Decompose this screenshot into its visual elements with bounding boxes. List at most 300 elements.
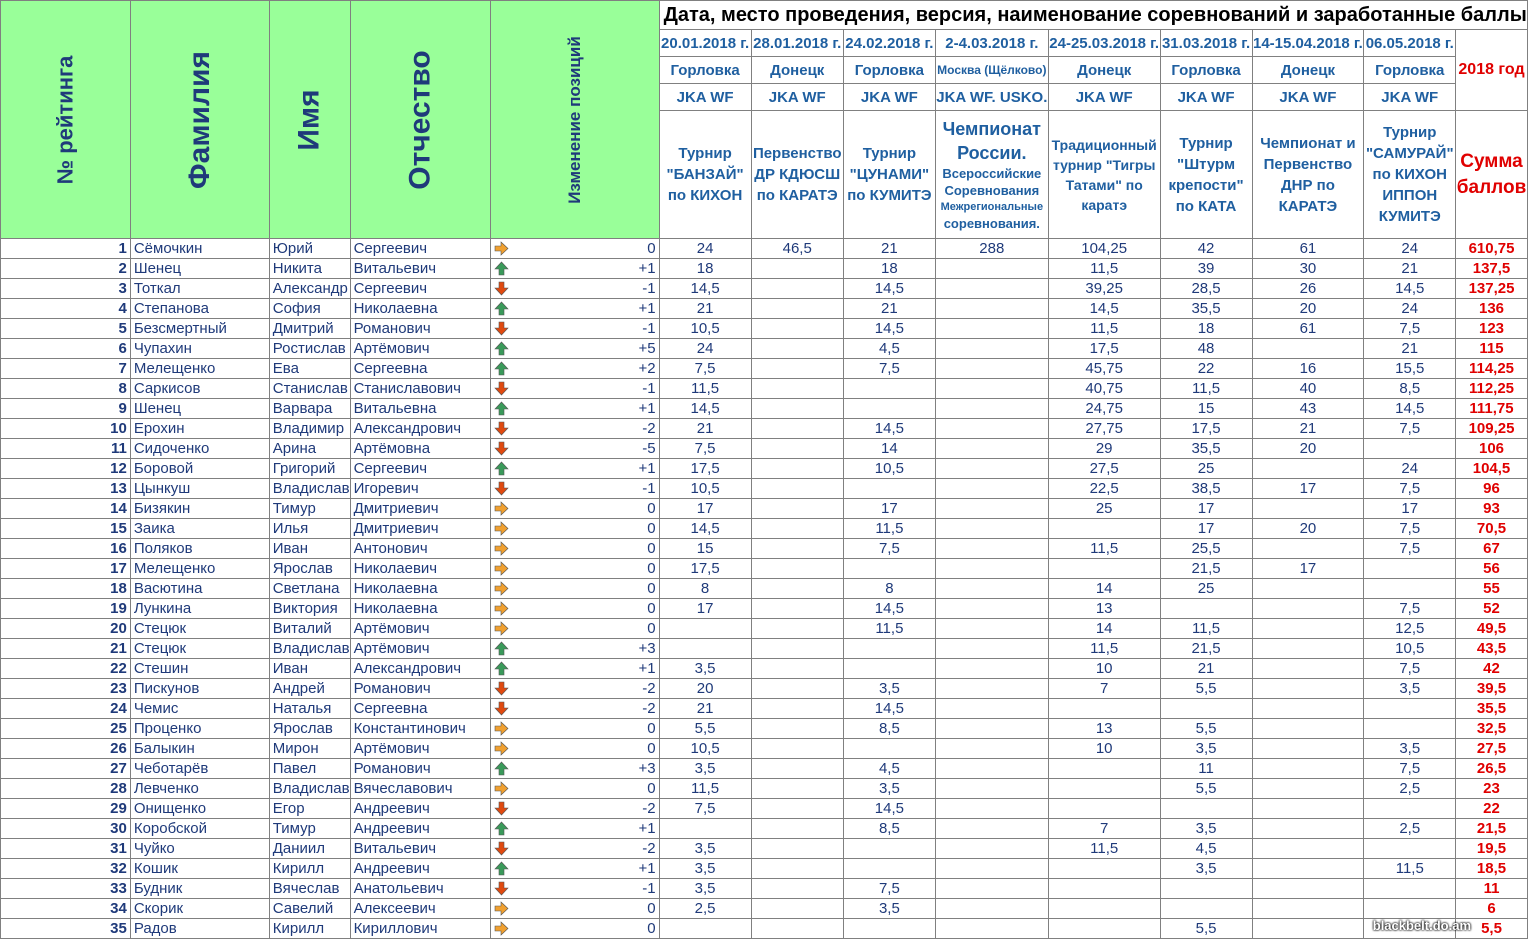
score-cell: 3,5	[843, 899, 935, 919]
score-cell: 40,75	[1048, 379, 1160, 399]
score-cell: 288	[935, 239, 1048, 259]
change-value: -2	[642, 680, 656, 697]
arrow-down-icon	[494, 701, 509, 716]
surname-cell: Онищенко	[130, 799, 269, 819]
score-cell	[751, 379, 843, 399]
arrow-right-icon	[494, 721, 509, 736]
score-cell	[1364, 799, 1456, 819]
event-name: Турнир "ЦУНАМИ" по КУМИТЭ	[843, 111, 935, 239]
change-cell	[491, 439, 660, 459]
event-place: Донецк	[1252, 57, 1364, 84]
event-name: Турнир "САМУРАЙ" по КИХОН ИППОН КУМИТЭ	[1364, 111, 1456, 239]
score-cell: 5,5	[1160, 919, 1252, 939]
rank-cell: 8	[1, 379, 131, 399]
patronymic-cell: Витальевич	[350, 839, 490, 859]
score-cell: 11,5	[843, 619, 935, 639]
score-cell	[935, 779, 1048, 799]
name-cell: Ярослав	[269, 559, 350, 579]
score-cell	[843, 559, 935, 579]
score-cell: 7,5	[843, 879, 935, 899]
score-cell: 25	[1160, 459, 1252, 479]
change-cell	[491, 579, 660, 599]
score-cell	[935, 479, 1048, 499]
surname-cell: Мелещенко	[130, 559, 269, 579]
score-cell: 14,5	[843, 279, 935, 299]
score-cell: 45,75	[1048, 359, 1160, 379]
rank-cell: 28	[1, 779, 131, 799]
score-cell	[843, 859, 935, 879]
sum-cell: 56	[1456, 559, 1528, 579]
score-cell: 10,5	[659, 479, 751, 499]
change-cell	[491, 279, 660, 299]
arrow-up-icon	[494, 401, 509, 416]
table-row	[1, 419, 1528, 439]
patronymic-cell: Андреевич	[350, 799, 490, 819]
name-cell: Иван	[269, 539, 350, 559]
score-cell: 4,5	[1160, 839, 1252, 859]
score-cell	[843, 379, 935, 399]
arrow-right-icon	[494, 741, 509, 756]
score-cell: 13	[1048, 719, 1160, 739]
score-cell	[935, 699, 1048, 719]
patronymic-cell: Александрович	[350, 659, 490, 679]
score-cell: 29	[1048, 439, 1160, 459]
score-cell	[935, 759, 1048, 779]
event-date: 28.01.2018 г.	[751, 30, 843, 57]
patronymic-cell: Вячеславович	[350, 779, 490, 799]
score-cell: 17	[659, 499, 751, 519]
arrow-right-icon	[494, 541, 509, 556]
name-cell: Кирилл	[269, 919, 350, 939]
score-cell: 7	[1048, 819, 1160, 839]
score-cell: 40	[1252, 379, 1364, 399]
score-cell: 17,5	[1048, 339, 1160, 359]
sum-cell: 106	[1456, 439, 1528, 459]
score-cell: 7,5	[843, 539, 935, 559]
score-cell	[935, 519, 1048, 539]
rank-cell: 19	[1, 599, 131, 619]
rank-cell: 16	[1, 539, 131, 559]
name-cell: Арина	[269, 439, 350, 459]
rank-cell: 11	[1, 439, 131, 459]
change-value: 0	[647, 900, 656, 917]
sum-cell: 32,5	[1456, 719, 1528, 739]
score-cell	[1048, 559, 1160, 579]
surname-cell: Левченко	[130, 779, 269, 799]
score-cell: 14	[843, 439, 935, 459]
arrow-down-icon	[494, 281, 509, 296]
rank-cell: 26	[1, 739, 131, 759]
change-value: -2	[642, 840, 656, 857]
score-cell: 24	[659, 239, 751, 259]
event-name: Турнир "БАНЗАЙ" по КИХОН	[659, 111, 751, 239]
surname-cell: Боровой	[130, 459, 269, 479]
score-cell: 18	[1160, 319, 1252, 339]
score-cell: 2,5	[659, 899, 751, 919]
score-cell	[1252, 459, 1364, 479]
table-row	[1, 519, 1528, 539]
change-value: +3	[638, 640, 656, 657]
table-row	[1, 579, 1528, 599]
table-row	[1, 559, 1528, 579]
patronymic-cell: Дмитриевич	[350, 519, 490, 539]
event-version: JKA WF	[1048, 84, 1160, 111]
rank-cell: 35	[1, 919, 131, 939]
rank-cell: 7	[1, 359, 131, 379]
score-cell: 27,75	[1048, 419, 1160, 439]
score-cell	[751, 459, 843, 479]
score-cell: 16	[1252, 359, 1364, 379]
change-value: -1	[642, 880, 656, 897]
change-value: 0	[647, 620, 656, 637]
score-cell: 3,5	[843, 779, 935, 799]
score-cell: 10	[1048, 739, 1160, 759]
score-cell: 43	[1252, 399, 1364, 419]
score-cell: 2,5	[1364, 779, 1456, 799]
patronymic-cell: Андреевич	[350, 819, 490, 839]
sum-cell: 137,5	[1456, 259, 1528, 279]
patronymic-cell: Станиславович	[350, 379, 490, 399]
rank-cell: 4	[1, 299, 131, 319]
change-cell	[491, 539, 660, 559]
score-cell: 21	[659, 299, 751, 319]
table-row	[1, 319, 1528, 339]
table-row	[1, 399, 1528, 419]
name-cell: Даниил	[269, 839, 350, 859]
table-row	[1, 599, 1528, 619]
event-version: JKA WF	[1160, 84, 1252, 111]
score-cell: 3,5	[659, 879, 751, 899]
patronymic-cell: Николаевна	[350, 599, 490, 619]
change-cell	[491, 819, 660, 839]
change-cell	[491, 519, 660, 539]
event-name-sub3: соревнования.	[943, 216, 1040, 231]
score-cell: 7,5	[659, 439, 751, 459]
score-cell	[1252, 819, 1364, 839]
score-cell: 4,5	[843, 759, 935, 779]
header-rank: № рейтинга	[1, 1, 131, 239]
arrow-right-icon	[494, 621, 509, 636]
rank-cell: 30	[1, 819, 131, 839]
event-date: 31.03.2018 г.	[1160, 30, 1252, 57]
arrow-right-icon	[494, 921, 509, 936]
table-row	[1, 539, 1528, 559]
change-value: 0	[647, 560, 656, 577]
score-cell: 14,5	[659, 519, 751, 539]
score-cell	[751, 579, 843, 599]
rank-cell: 15	[1, 519, 131, 539]
event-name-main: Чемпионат России.	[942, 119, 1041, 163]
score-cell	[751, 279, 843, 299]
score-cell: 17,5	[1160, 419, 1252, 439]
score-cell: 25,5	[1160, 539, 1252, 559]
score-cell	[751, 419, 843, 439]
score-cell: 7,5	[1364, 519, 1456, 539]
score-cell: 8	[659, 579, 751, 599]
score-cell: 39,25	[1048, 279, 1160, 299]
change-cell	[491, 339, 660, 359]
name-cell: Наталья	[269, 699, 350, 719]
name-cell: Павел	[269, 759, 350, 779]
event-date: 06.05.2018 г.	[1364, 30, 1456, 57]
score-cell	[751, 859, 843, 879]
score-cell	[751, 499, 843, 519]
change-value: 0	[647, 780, 656, 797]
score-cell: 3,5	[1160, 819, 1252, 839]
surname-cell: Скорик	[130, 899, 269, 919]
event-version: JKA WF	[659, 84, 751, 111]
table-row	[1, 779, 1528, 799]
score-cell: 14,5	[843, 419, 935, 439]
score-cell	[1252, 759, 1364, 779]
score-cell	[1160, 599, 1252, 619]
score-cell	[1252, 779, 1364, 799]
score-cell	[1048, 519, 1160, 539]
score-cell: 21	[843, 299, 935, 319]
table-row	[1, 639, 1528, 659]
score-cell: 17	[1160, 499, 1252, 519]
sum-cell: 49,5	[1456, 619, 1528, 639]
name-cell: Владислав	[269, 779, 350, 799]
score-cell: 10,5	[1364, 639, 1456, 659]
score-cell: 21	[1252, 419, 1364, 439]
rank-cell: 20	[1, 619, 131, 639]
score-cell	[1364, 699, 1456, 719]
name-cell: Ева	[269, 359, 350, 379]
sum-cell: 19,5	[1456, 839, 1528, 859]
score-cell	[1252, 799, 1364, 819]
score-cell: 38,5	[1160, 479, 1252, 499]
score-cell	[935, 459, 1048, 479]
sum-cell: 610,75	[1456, 239, 1528, 259]
score-cell	[1364, 579, 1456, 599]
arrow-right-icon	[494, 521, 509, 536]
rank-cell: 9	[1, 399, 131, 419]
change-cell	[491, 239, 660, 259]
name-cell: Александр	[269, 279, 350, 299]
patronymic-cell: Романович	[350, 319, 490, 339]
score-cell	[659, 639, 751, 659]
surname-cell: Шенец	[130, 399, 269, 419]
score-cell	[751, 639, 843, 659]
score-cell: 3,5	[659, 759, 751, 779]
arrow-right-icon	[494, 561, 509, 576]
score-cell: 17,5	[659, 559, 751, 579]
score-cell	[1252, 699, 1364, 719]
arrow-right-icon	[494, 601, 509, 616]
event-name-sub: Всероссийские Соревнования	[942, 166, 1042, 198]
score-cell	[659, 619, 751, 639]
event-date: 2-4.03.2018 г.	[935, 30, 1048, 57]
watermark: blackbelt.do.am	[1372, 918, 1471, 933]
patronymic-cell: Артёмович	[350, 639, 490, 659]
score-cell	[1364, 439, 1456, 459]
score-cell: 14,5	[659, 399, 751, 419]
sum-cell: 93	[1456, 499, 1528, 519]
event-name-sub2: Межрегиональные	[940, 201, 1044, 213]
sum-cell: 22	[1456, 799, 1528, 819]
surname-cell: Стецюк	[130, 619, 269, 639]
change-value: +2	[638, 360, 656, 377]
score-cell: 21,5	[1160, 639, 1252, 659]
event-place: Горловка	[843, 57, 935, 84]
score-cell	[1048, 699, 1160, 719]
sum-cell: 39,5	[1456, 679, 1528, 699]
surname-cell: Чемис	[130, 699, 269, 719]
change-value: -2	[642, 420, 656, 437]
score-cell	[935, 359, 1048, 379]
score-cell: 7,5	[659, 799, 751, 819]
arrow-down-icon	[494, 881, 509, 896]
score-cell	[1364, 719, 1456, 739]
change-cell	[491, 559, 660, 579]
change-cell	[491, 799, 660, 819]
score-cell: 3,5	[1364, 739, 1456, 759]
score-cell: 14,5	[843, 599, 935, 619]
score-cell: 20	[1252, 439, 1364, 459]
surname-cell: Поляков	[130, 539, 269, 559]
sum-cell: 11	[1456, 879, 1528, 899]
score-cell: 26	[1252, 279, 1364, 299]
name-cell: Илья	[269, 519, 350, 539]
sum-cell: 137,25	[1456, 279, 1528, 299]
change-value: +1	[638, 660, 656, 677]
score-cell	[751, 839, 843, 859]
score-cell: 10,5	[659, 319, 751, 339]
arrow-down-icon	[494, 441, 509, 456]
score-cell: 21	[659, 699, 751, 719]
score-cell	[1252, 879, 1364, 899]
change-value: -1	[642, 280, 656, 297]
sum-cell: 5,5	[1456, 919, 1528, 939]
table-row	[1, 379, 1528, 399]
score-cell	[1252, 599, 1364, 619]
event-name: Чемпионат и Первенство ДНР по КАРАТЭ	[1252, 111, 1364, 239]
arrow-up-icon	[494, 301, 509, 316]
score-cell	[1048, 779, 1160, 799]
change-cell	[491, 639, 660, 659]
table-row	[1, 719, 1528, 739]
name-cell: София	[269, 299, 350, 319]
arrow-up-icon	[494, 661, 509, 676]
rank-cell: 5	[1, 319, 131, 339]
score-cell: 20	[659, 679, 751, 699]
name-cell: Андрей	[269, 679, 350, 699]
name-cell: Иван	[269, 659, 350, 679]
score-cell	[751, 799, 843, 819]
score-cell: 11,5	[1160, 619, 1252, 639]
table-row	[1, 799, 1528, 819]
score-cell: 11,5	[1048, 539, 1160, 559]
score-cell	[935, 719, 1048, 739]
arrow-down-icon	[494, 381, 509, 396]
header-surname: Фамилия	[130, 1, 269, 239]
score-cell	[935, 819, 1048, 839]
change-cell	[491, 359, 660, 379]
change-value: 0	[647, 500, 656, 517]
score-cell: 39	[1160, 259, 1252, 279]
score-cell	[843, 479, 935, 499]
header-patronymic: Отчество	[350, 1, 490, 239]
score-cell: 42	[1160, 239, 1252, 259]
score-cell: 20	[1252, 299, 1364, 319]
patronymic-cell: Игоревич	[350, 479, 490, 499]
score-cell: 3,5	[1364, 679, 1456, 699]
name-cell: Вячеслав	[269, 879, 350, 899]
name-cell: Егор	[269, 799, 350, 819]
event-version: JKA WF	[1252, 84, 1364, 111]
arrow-up-icon	[494, 461, 509, 476]
patronymic-cell: Николаевич	[350, 559, 490, 579]
arrow-up-icon	[494, 821, 509, 836]
score-cell	[1364, 899, 1456, 919]
score-cell	[751, 719, 843, 739]
table-row	[1, 299, 1528, 319]
score-cell: 30	[1252, 259, 1364, 279]
score-cell	[843, 659, 935, 679]
score-cell: 8,5	[843, 819, 935, 839]
name-cell: Савелий	[269, 899, 350, 919]
score-cell	[1252, 719, 1364, 739]
score-cell	[751, 879, 843, 899]
change-cell	[491, 259, 660, 279]
change-cell	[491, 879, 660, 899]
patronymic-cell: Витальевич	[350, 259, 490, 279]
arrow-right-icon	[494, 781, 509, 796]
rank-cell: 12	[1, 459, 131, 479]
change-value: 0	[647, 740, 656, 757]
score-cell: 17	[1252, 479, 1364, 499]
score-cell	[1160, 699, 1252, 719]
change-value: -1	[642, 380, 656, 397]
score-cell	[935, 439, 1048, 459]
table-row	[1, 739, 1528, 759]
score-cell: 7,5	[1364, 419, 1456, 439]
event-version: JKA WF. USKO.	[935, 84, 1048, 111]
score-cell	[1048, 899, 1160, 919]
header-name: Имя	[269, 1, 350, 239]
score-cell: 104,25	[1048, 239, 1160, 259]
name-cell: Григорий	[269, 459, 350, 479]
change-cell	[491, 919, 660, 939]
score-cell	[1048, 799, 1160, 819]
score-cell	[659, 819, 751, 839]
score-cell	[935, 599, 1048, 619]
table-row	[1, 439, 1528, 459]
score-cell: 11,5	[843, 519, 935, 539]
score-cell: 17	[1160, 519, 1252, 539]
change-cell	[491, 619, 660, 639]
event-name: Турнир "Штурм крепости" по КАТА	[1160, 111, 1252, 239]
score-cell	[1160, 799, 1252, 819]
patronymic-cell: Сергеевич	[350, 279, 490, 299]
surname-cell: Стецюк	[130, 639, 269, 659]
score-cell: 7,5	[1364, 319, 1456, 339]
arrow-up-icon	[494, 861, 509, 876]
score-cell: 11,5	[1048, 639, 1160, 659]
surname-cell: Будник	[130, 879, 269, 899]
score-cell: 18	[659, 259, 751, 279]
score-cell: 25	[1048, 499, 1160, 519]
score-cell: 24	[1364, 459, 1456, 479]
patronymic-cell: Сергеевна	[350, 359, 490, 379]
name-cell: Кирилл	[269, 859, 350, 879]
year-label: 2018 год	[1456, 30, 1528, 111]
table-row	[1, 259, 1528, 279]
score-cell	[1160, 899, 1252, 919]
table-row	[1, 879, 1528, 899]
patronymic-cell: Сергеевна	[350, 699, 490, 719]
